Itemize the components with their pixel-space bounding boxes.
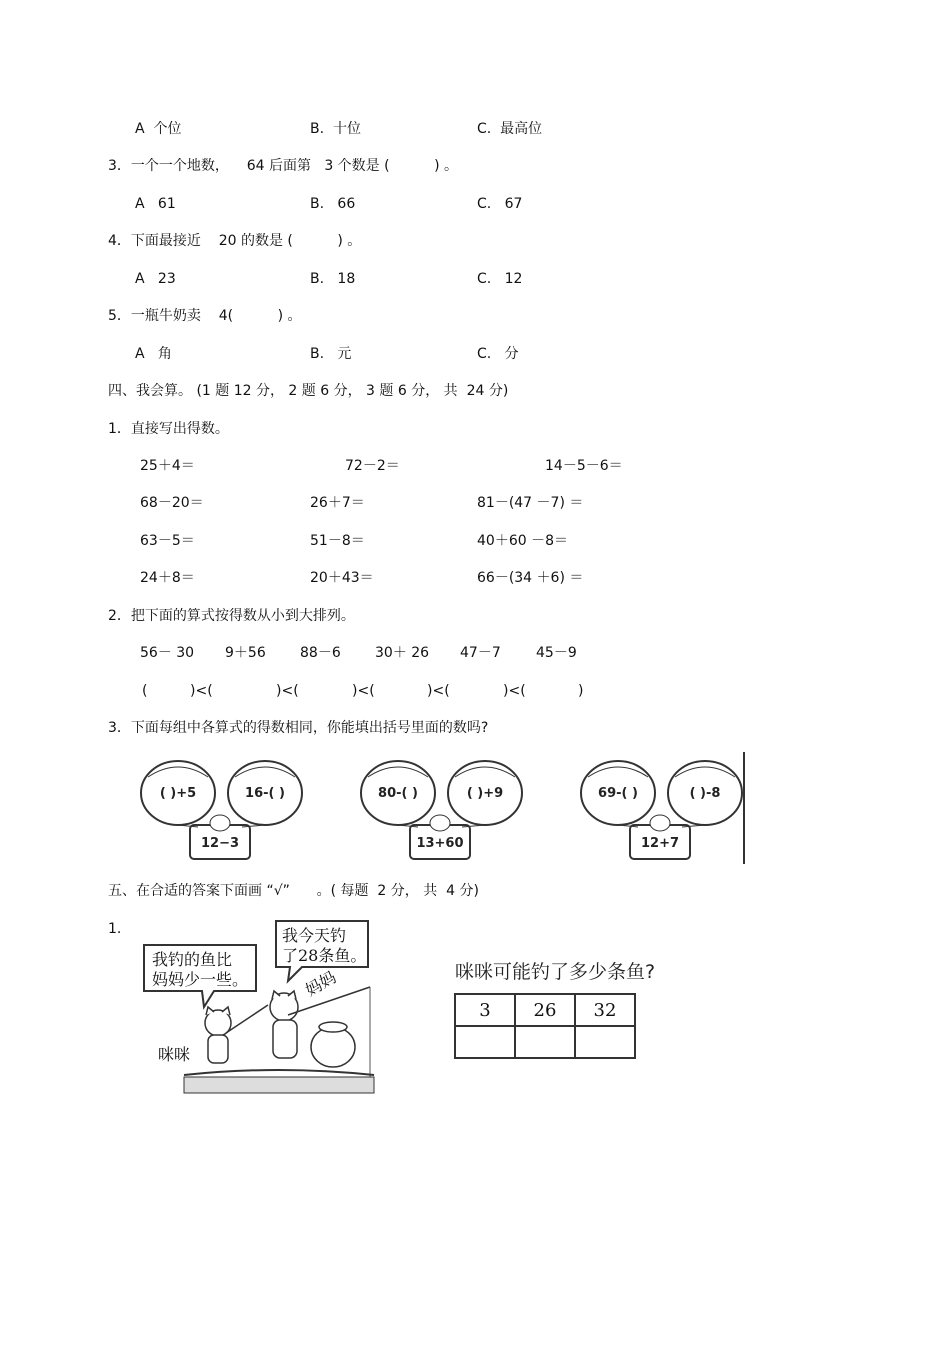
fish-option: 32 xyxy=(575,994,635,1026)
fish-option: 26 xyxy=(515,994,575,1026)
calc-item: 81－(47 －7) ＝ xyxy=(477,495,584,511)
balloon-left-expr: ( )+5 xyxy=(159,786,197,801)
calc-item: 24＋8＝ xyxy=(140,570,195,586)
q3-option-a: A 61 xyxy=(135,196,176,212)
calc-item: 72－2＝ xyxy=(345,458,400,474)
q2-option-b: B. 十位 xyxy=(310,121,361,137)
label-mimi: 咪咪 xyxy=(158,1045,191,1064)
section4-part3-title: 3．下面每组中各算式的得数相同，你能填出括号里面的数吗? xyxy=(108,720,489,736)
q2-option-c: C. 最高位 xyxy=(477,121,543,137)
q4-option-b: B. 18 xyxy=(310,271,356,287)
basket-expr: 13+60 xyxy=(416,836,464,851)
answer-cell[interactable] xyxy=(455,1026,515,1058)
bubble-mama-line1: 我今天钓 xyxy=(282,926,347,945)
balloon-left-expr: 80-( ) xyxy=(378,786,418,801)
section4-part1-title: 1．直接写出得数。 xyxy=(108,421,229,437)
q3-text: 3．一个一个地数， 64 后面第 3 个数是 ( ) 。 xyxy=(108,158,459,174)
q5-option-a: A 角 xyxy=(135,346,172,362)
sort-item: 30＋ 26 xyxy=(375,645,430,661)
q3-option-b: B. 66 xyxy=(310,196,356,212)
sort-item: 9＋56 xyxy=(225,645,266,661)
calc-item: 26＋7＝ xyxy=(310,495,365,511)
answer-cell[interactable] xyxy=(515,1026,575,1058)
sort-slot: )<( xyxy=(352,683,375,699)
balloon-right-expr: ( )-8 xyxy=(689,786,721,801)
sort-item: 56－ 30 xyxy=(140,645,195,661)
balloon-group-2 xyxy=(358,755,528,865)
sort-slot: )<( xyxy=(427,683,450,699)
section4-part2-title: 2．把下面的算式按得数从小到大排列。 xyxy=(108,608,355,624)
fish-option: 3 xyxy=(455,994,515,1026)
bubble-mama-line2: 了28条鱼。 xyxy=(282,946,367,965)
section5-title: 五、在合适的答案下面画 “√” 。( 每题 2 分， 共 4 分) xyxy=(108,883,479,899)
calc-item: 66－(34 ＋6) ＝ xyxy=(477,570,584,586)
sort-slot: )<( xyxy=(276,683,299,699)
basket-expr: 12−3 xyxy=(200,836,240,851)
sort-slot: )<( xyxy=(503,683,526,699)
sort-item: 47－7 xyxy=(460,645,501,661)
balloon-group-3 xyxy=(578,752,748,867)
calc-item: 68－20＝ xyxy=(140,495,204,511)
balloon-left-expr: 69-( ) xyxy=(598,786,638,801)
calc-item: 14－5－6＝ xyxy=(545,458,623,474)
balloon-right-expr: ( )+9 xyxy=(466,786,504,801)
section5-part1-label: 1. xyxy=(108,921,122,937)
q5-text: 5．一瓶牛奶卖 4( ) 。 xyxy=(108,308,302,324)
q2-option-a: A 个位 xyxy=(135,121,182,137)
sort-item: 88－6 xyxy=(300,645,341,661)
balloon-right-expr: 16-( ) xyxy=(245,786,285,801)
label-mama: 妈妈 xyxy=(302,967,340,1000)
q3-option-c: C. 67 xyxy=(477,196,523,212)
q4-text: 4．下面最接近 20 的数是 ( ) 。 xyxy=(108,233,362,249)
bubble-mimi-line2: 妈妈少一些。 xyxy=(152,970,249,989)
fishing-illustration xyxy=(138,915,378,1097)
fish-answer-table xyxy=(454,993,636,1059)
section4-title: 四、我会算。 (1 题 12 分， 2 题 6 分， 3 题 6 分， 共 24 分) xyxy=(108,383,509,399)
sort-item: 45－9 xyxy=(536,645,577,661)
sort-slot: ( xyxy=(142,683,148,699)
fish-question: 咪咪可能钓了多少条鱼? xyxy=(455,961,656,983)
q4-option-c: C. 12 xyxy=(477,271,523,287)
q5-option-c: C. 分 xyxy=(477,346,519,362)
q5-option-b: B. 元 xyxy=(310,346,352,362)
calc-item: 51－8＝ xyxy=(310,533,365,549)
bubble-mimi-line1: 我钓的鱼比 xyxy=(152,950,233,969)
balloon-group-1 xyxy=(138,755,308,865)
answer-cell[interactable] xyxy=(575,1026,635,1058)
calc-item: 63－5＝ xyxy=(140,533,195,549)
calc-item: 25＋4＝ xyxy=(140,458,195,474)
q4-option-a: A 23 xyxy=(135,271,176,287)
calc-item: 40＋60 －8＝ xyxy=(477,533,568,549)
calc-item: 20＋43＝ xyxy=(310,570,374,586)
sort-slot: )<( xyxy=(190,683,213,699)
basket-expr: 12+7 xyxy=(640,836,680,851)
sort-slot: ) xyxy=(578,683,584,699)
